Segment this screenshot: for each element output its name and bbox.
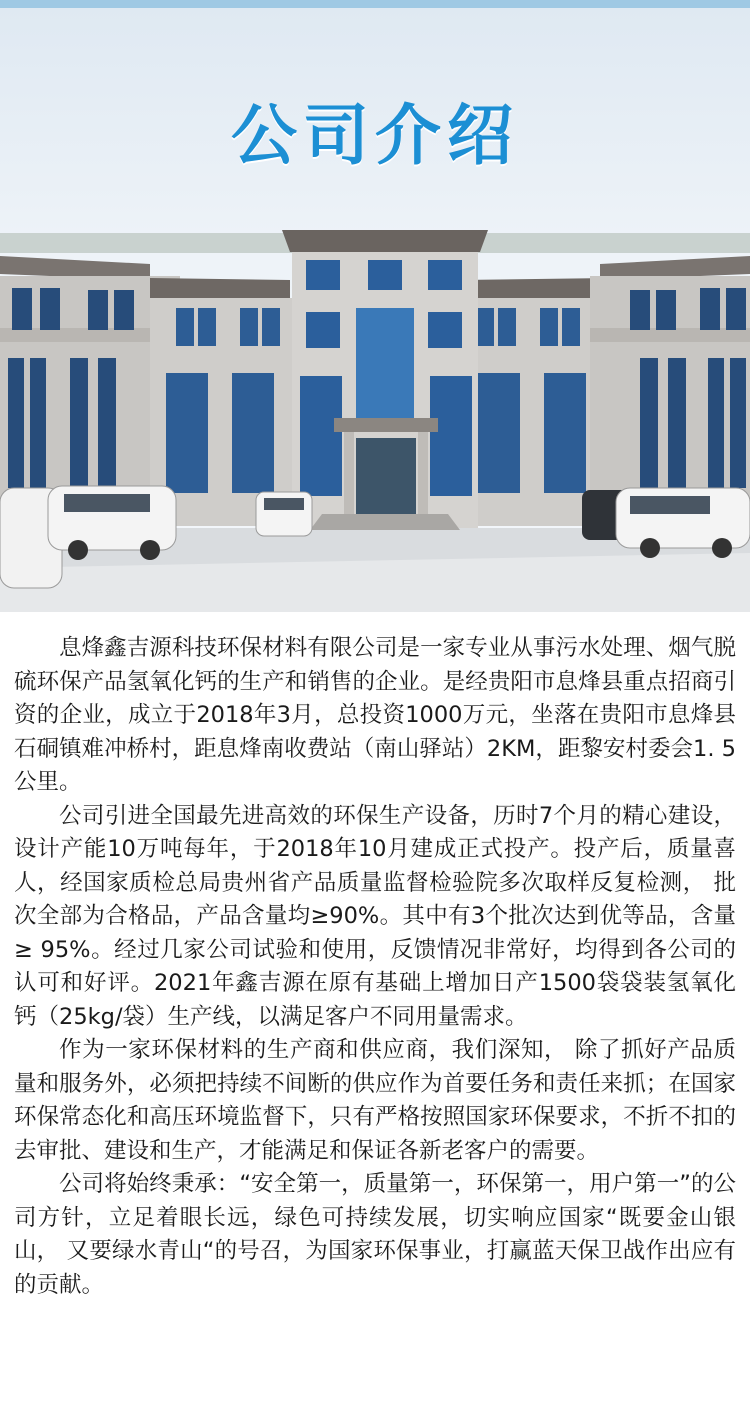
hero-banner <box>0 8 750 612</box>
paragraph-company-policy: 公司将始终秉承：“安全第一，质量第一，环保第一，用户第一”的公司方针，立足着眼长远，绿色可持续发展，切实响应国家“既要金山银山， 又要绿水青山“的号召，为国家环保事业，打赢蓝天保卫战作出应有的贡献。 <box>14 1171 736 1298</box>
right-connector <box>460 278 610 526</box>
right-wing <box>590 256 750 526</box>
paragraph-production-quality: 公司引进全国最先进高效的环保生产设备，历时7个月的精心建设，设计产能10万吨每年，于2018年10月建成正式投产。投产后，质量喜人，经国家质检总局贵州省产品质量监督检验院多次取样反复检测， 批次全部为合格品，产品含量均≥90%。其中有3个批次达到优等品，含量≥ 95%。经过几家公司试验和使用，反馈情况非常好，均得到各公司的认可和好评。2021年鑫吉源在原有基础上增加日产1500袋袋装氢氧化钙（25kg/袋）生产线，以满足客户不同用量需求。 <box>14 802 736 1030</box>
central-block <box>282 230 488 530</box>
left-connector <box>150 278 295 526</box>
paragraph-company-overview: 息烽鑫吉源科技环保材料有限公司是一家专业从事污水处理、烟气脱硫环保产品氢氧化钙的生产和销售的企业。是经贵阳市息烽县重点招商引资的企业，成立于2018年3月，总投资1000万元，坐落在贵阳市息烽县石硐镇难冲桥村，距息烽南收费站（南山驿站）2KM，距黎安村委会1. 5公里。 <box>14 635 736 795</box>
company-introduction-text <box>14 632 736 1302</box>
top-accent-strip <box>0 0 750 8</box>
paragraph-supply-commitment: 作为一家环保材料的生产商和供应商，我们深知， 除了抓好产品质量和服务外，必须把持续不间断的供应作为首要任务和责任来抓；在国家环保常态化和高压环境监督下，只有严格按照国家环保要求，不折不扣的去审批、建设和生产，才能满足和保证各新老客户的需要。 <box>14 1037 736 1164</box>
page-title: 公司介绍 <box>231 97 519 174</box>
